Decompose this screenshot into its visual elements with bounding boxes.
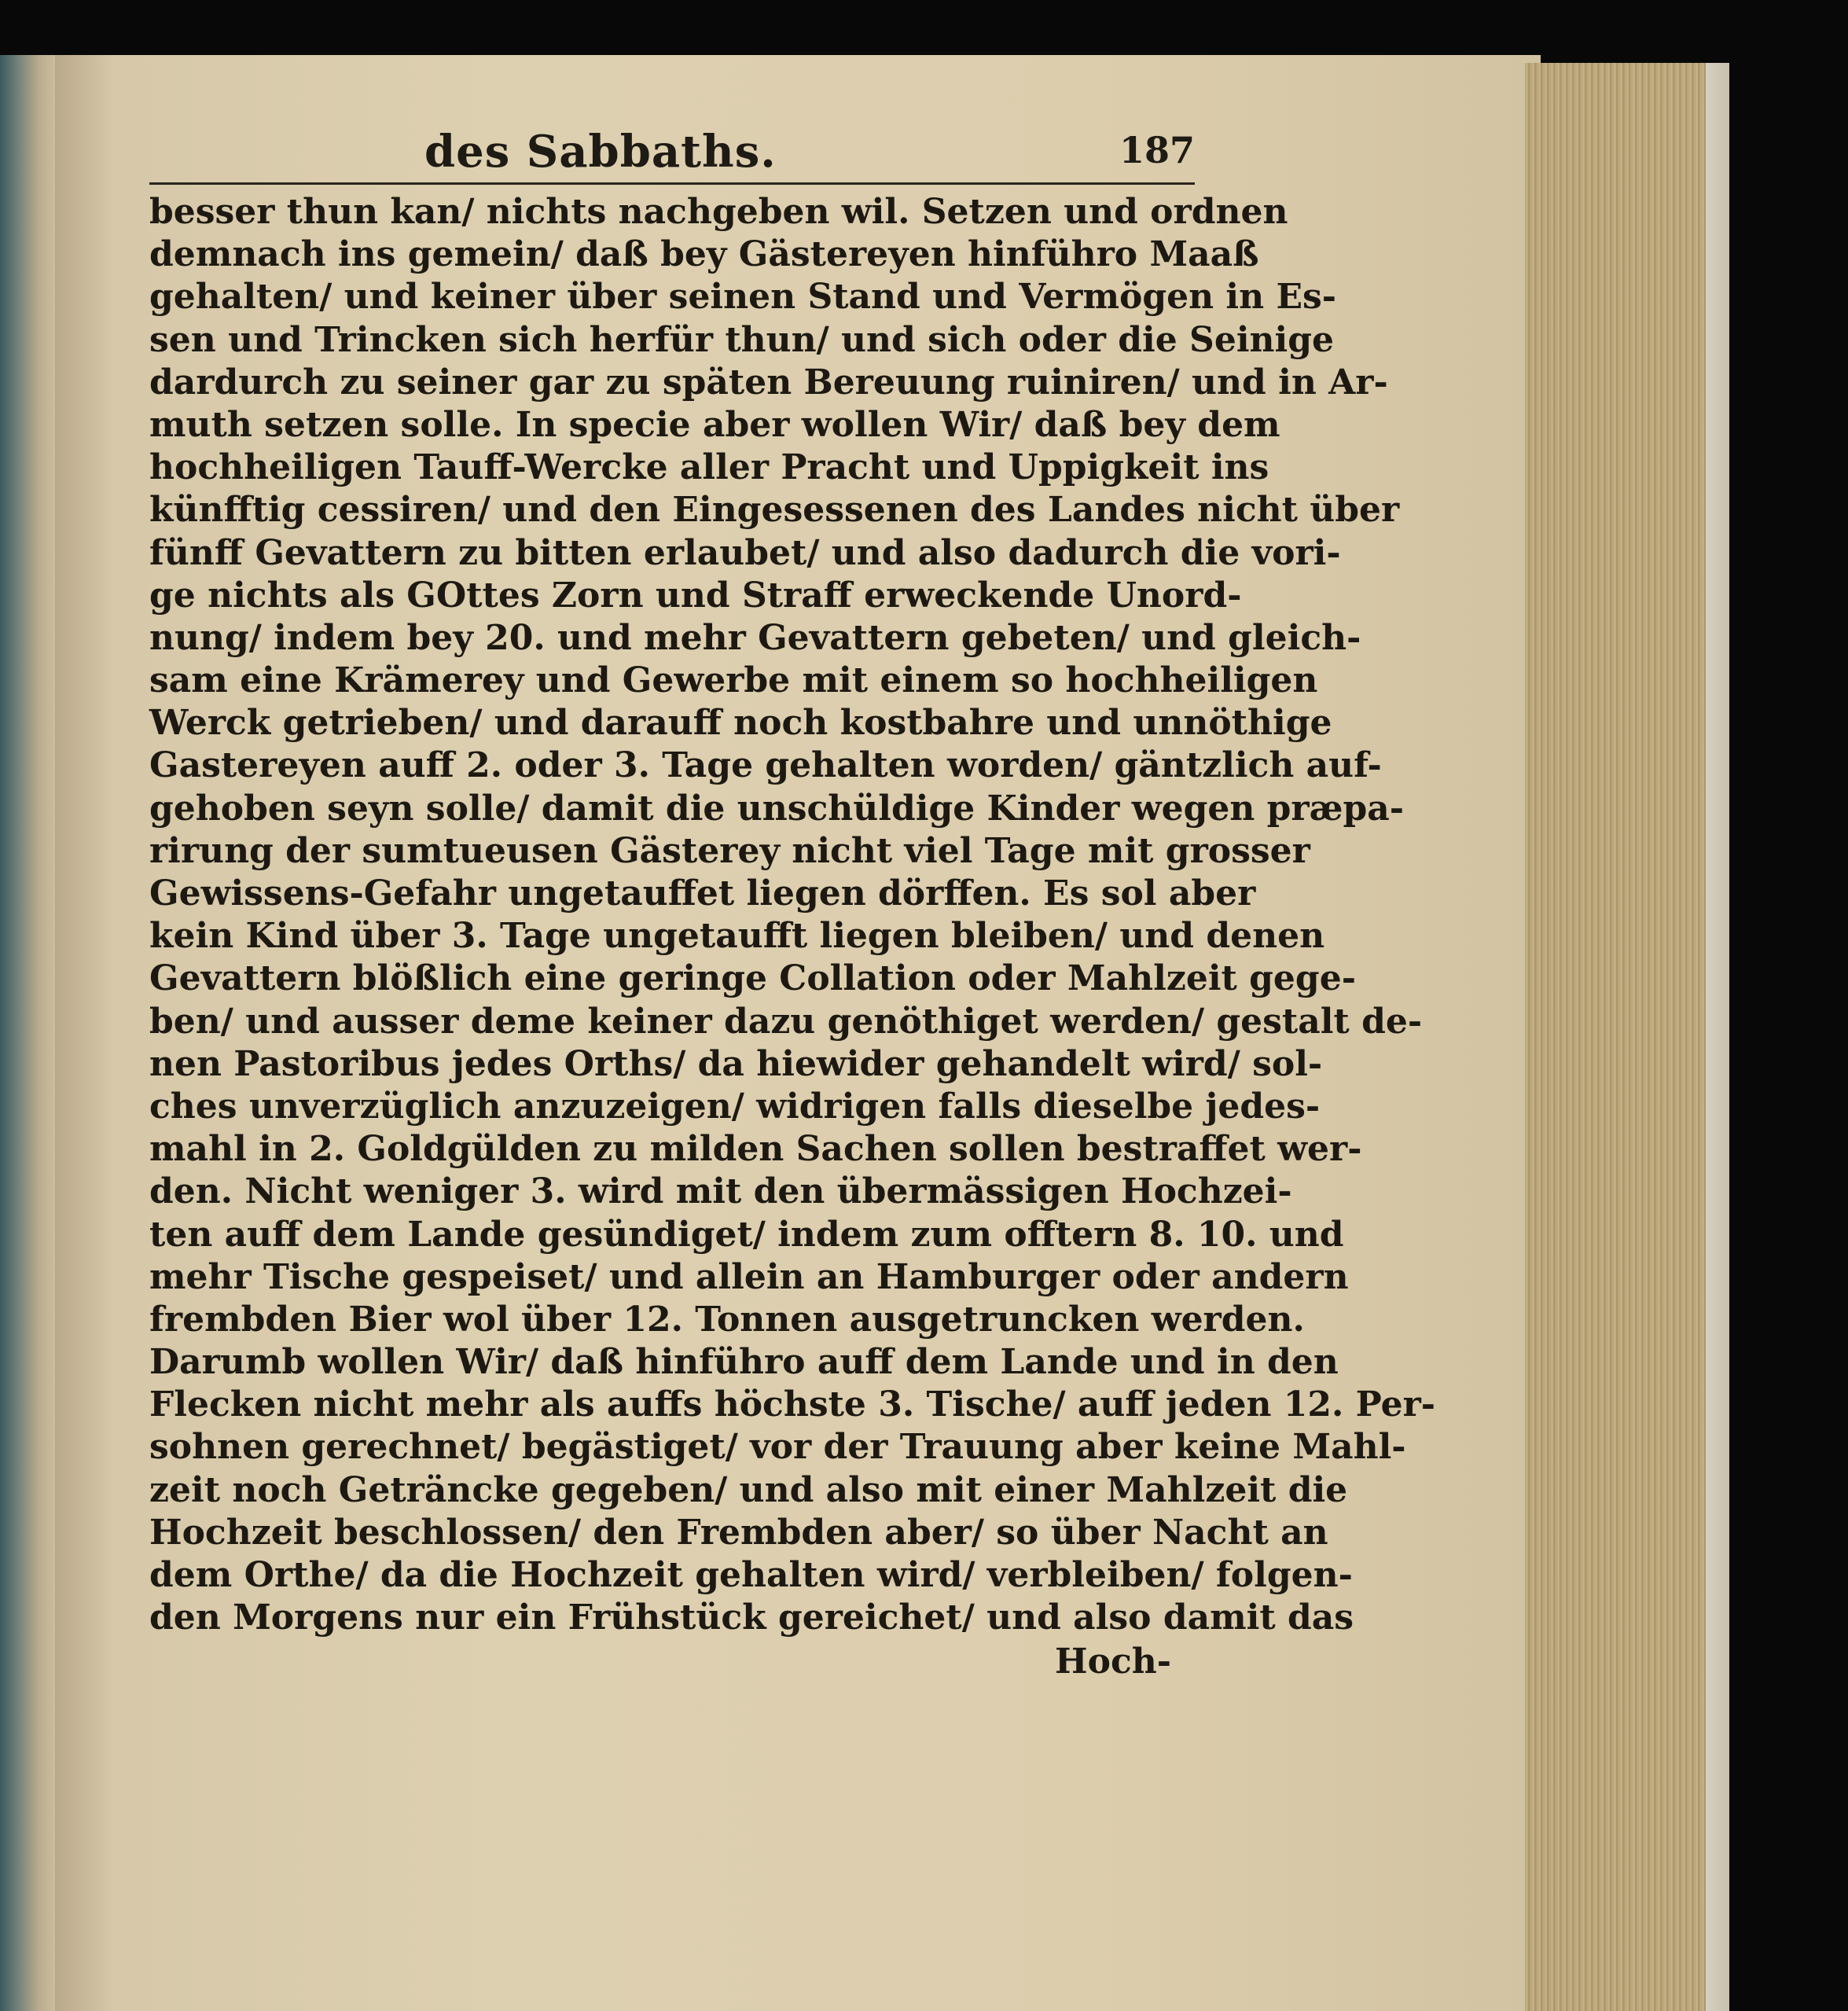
- text-line: rirung der sumtueusen Gästerey nicht viel Tage mit grosser: [149, 830, 1310, 871]
- page-header: [149, 126, 1195, 181]
- text-line: mahl in 2. Goldgülden zu milden Sachen sollen bestraffet wer-: [149, 1129, 1362, 1170]
- body-text: [149, 191, 1436, 1685]
- text-line: ge nichts als GOttes Zorn und Straff erweckende Unord-: [149, 575, 1242, 616]
- left-page-edge: [0, 55, 55, 2011]
- book-cover-edge: [1706, 63, 1729, 2011]
- text-line: Gevattern blößlich eine geringe Collation oder Mahlzeit gege-: [149, 958, 1356, 999]
- text-line: nen Pastoribus jedes Orths/ da hiewider gehandelt wird/ sol-: [149, 1043, 1323, 1084]
- text-line: Werck getrieben/ und darauff noch kostbahre und unnöthige: [149, 703, 1332, 744]
- text-line: mehr Tische gespeiset/ und allein an Hamburger oder andern: [149, 1256, 1349, 1297]
- text-line: Gastereyen auff 2. oder 3. Tage gehalten worden/ gäntzlich auf-: [149, 745, 1382, 786]
- text-line: den Morgens nur ein Frühstück gereichet/ und also damit das: [149, 1597, 1354, 1638]
- text-line: fünff Gevattern zu bitten erlaubet/ und also dadurch die vori-: [149, 532, 1341, 573]
- page-block-edges: [1525, 63, 1706, 2011]
- text-line: dem Orthe/ da die Hochzeit gehalten wird/ verbleiben/ folgen-: [149, 1555, 1353, 1595]
- text-line: sam eine Krämerey und Gewerbe mit einem so hochheiligen: [149, 660, 1318, 701]
- text-line: nung/ indem bey 20. und mehr Gevattern gebeten/ und gleich-: [149, 617, 1361, 658]
- page-number: 187: [1119, 129, 1195, 171]
- text-line: sen und Trincken sich herfür thun/ und sich oder die Seinige: [149, 319, 1334, 360]
- text-line: demnach ins gemein/ daß bey Gästereyen hinführo Maaß: [149, 234, 1259, 275]
- text-line: gehalten/ und keiner über seinen Stand und Vermögen in Es-: [149, 277, 1337, 318]
- text-line: sohnen gerechnet/ begästiget/ vor der Trauung aber keine Mahl-: [149, 1427, 1406, 1468]
- text-line: ben/ und ausser deme keiner dazu genöthiget werden/ gestalt de-: [149, 1001, 1423, 1042]
- catchword: Hoch-: [1055, 1642, 1171, 1682]
- text-line: zeit noch Geträncke gegeben/ und also mit einer Mahlzeit die: [149, 1469, 1348, 1510]
- text-line: gehoben seyn solle/ damit die unschüldige Kinder wegen præpa-: [149, 788, 1405, 829]
- text-line: muth setzen solle. In specie aber wollen Wir/ daß bey dem: [149, 404, 1280, 445]
- text-line: ten auff dem Lande gesündiget/ indem zum offtern 8. 10. und: [149, 1214, 1344, 1255]
- text-line: ches unverzüglich anzuzeigen/ widrigen falls dieselbe jedes-: [149, 1086, 1321, 1127]
- header-rule: [149, 182, 1195, 185]
- running-title: des Sabbaths.: [424, 126, 777, 178]
- text-line: kein Kind über 3. Tage ungetaufft liegen bleiben/ und denen: [149, 916, 1325, 957]
- text-line: Hochzeit beschlossen/ den Frembden aber/ so über Nacht an: [149, 1512, 1328, 1553]
- text-line: hochheiligen Tauff-Wercke aller Pracht und Uppigkeit ins: [149, 447, 1269, 488]
- text-line: Flecken nicht mehr als auffs höchste 3. Tische/ auff jeden 12. Per-: [149, 1384, 1436, 1425]
- text-line: besser thun kan/ nichts nachgeben wil. Setzen und ordnen: [149, 192, 1288, 232]
- text-line: frembden Bier wol über 12. Tonnen ausgetruncken werden.: [149, 1299, 1305, 1340]
- text-line: künfftig cessiren/ und den Eingesessenen des Landes nicht über: [149, 490, 1400, 531]
- text-line: den. Nicht weniger 3. wird mit den übermässigen Hochzei-: [149, 1171, 1292, 1212]
- text-line: dardurch zu seiner gar zu späten Bereuung ruiniren/ und in Ar-: [149, 362, 1388, 403]
- text-line: Gewissens-Gefahr ungetauffet liegen dörffen. Es sol aber: [149, 873, 1256, 914]
- text-line: Darumb wollen Wir/ daß hinführo auff dem Lande und in den: [149, 1342, 1339, 1383]
